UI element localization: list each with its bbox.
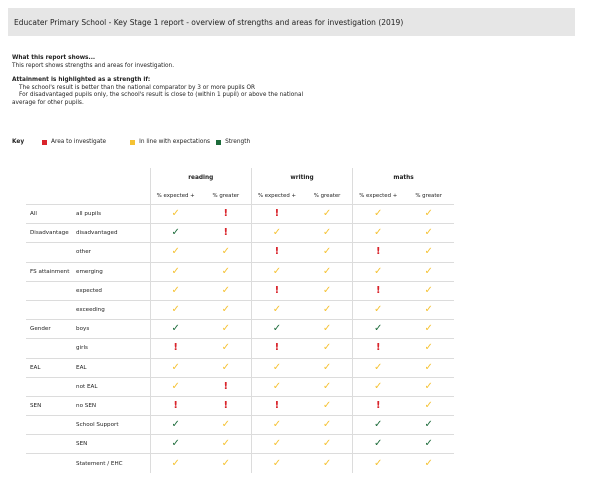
check-icon: ✓ <box>171 265 180 277</box>
check-icon: ✓ <box>171 419 180 431</box>
status-cell <box>302 205 353 224</box>
group-label <box>26 435 74 454</box>
status-cell <box>353 262 404 281</box>
status-cell <box>150 358 201 377</box>
status-cell <box>353 358 404 377</box>
exclamation-icon: ! <box>274 399 280 411</box>
table-row <box>26 205 454 224</box>
check-icon: ✓ <box>424 304 433 316</box>
check-icon: ✓ <box>322 380 332 392</box>
status-cell <box>251 435 302 454</box>
attain-line-3: average for other pupils. <box>12 99 84 106</box>
group-label <box>26 454 74 473</box>
measure-header: % expected + <box>353 188 404 205</box>
check-icon: ✓ <box>424 419 433 431</box>
status-cell <box>150 377 201 396</box>
subject-header: maths <box>353 168 454 188</box>
subgroup-label: not EAL <box>74 377 150 396</box>
exclamation-icon: ! <box>223 227 229 239</box>
table-row <box>26 320 454 339</box>
check-icon: ✓ <box>374 457 383 469</box>
group-label: SEN <box>26 396 74 415</box>
status-cell <box>251 377 302 396</box>
status-cell <box>302 454 353 473</box>
check-icon: ✓ <box>424 380 433 392</box>
check-icon: ✓ <box>221 304 230 316</box>
table-row <box>26 243 454 262</box>
exclamation-icon: ! <box>375 399 381 411</box>
check-icon: ✓ <box>221 342 230 354</box>
exclamation-icon: ! <box>223 380 229 392</box>
status-cell <box>353 205 404 224</box>
check-icon: ✓ <box>272 323 282 335</box>
check-icon: ✓ <box>272 265 282 277</box>
check-icon: ✓ <box>322 265 332 277</box>
check-icon: ✓ <box>171 380 180 392</box>
key-item-label: In line with expectations <box>139 139 211 145</box>
table-row <box>26 454 454 473</box>
status-cell <box>353 377 404 396</box>
table-body <box>26 205 454 473</box>
check-icon: ✓ <box>221 438 230 450</box>
group-label <box>26 339 74 358</box>
exclamation-icon: ! <box>375 246 381 258</box>
status-cell <box>251 454 302 473</box>
check-icon: ✓ <box>424 399 433 411</box>
status-cell <box>201 416 252 435</box>
status-cell <box>403 224 454 243</box>
what-text: This report shows strengths and areas for investigation. <box>12 62 175 69</box>
table-row <box>26 300 454 319</box>
status-cell <box>150 300 201 319</box>
check-icon: ✓ <box>272 380 282 392</box>
subgroup-label: SEN <box>74 435 150 454</box>
status-cell <box>302 396 353 415</box>
status-cell <box>251 320 302 339</box>
check-icon: ✓ <box>374 304 383 316</box>
status-cell <box>201 205 252 224</box>
check-icon: ✓ <box>272 438 282 450</box>
check-icon: ✓ <box>171 304 180 316</box>
table-row <box>26 339 454 358</box>
status-cell <box>251 262 302 281</box>
check-icon: ✓ <box>374 438 383 450</box>
subgroup-label: exceeding <box>74 300 150 319</box>
check-icon: ✓ <box>272 457 282 469</box>
status-cell <box>302 358 353 377</box>
status-cell <box>403 262 454 281</box>
key-label: Key <box>12 139 25 145</box>
key-item-red <box>42 139 106 145</box>
subgroup-label: emerging <box>74 262 150 281</box>
exclamation-icon: ! <box>375 342 381 354</box>
check-icon: ✓ <box>272 361 282 373</box>
status-cell <box>201 300 252 319</box>
status-cell <box>251 281 302 300</box>
check-icon: ✓ <box>424 246 433 258</box>
check-icon: ✓ <box>171 284 180 296</box>
status-cell <box>353 396 404 415</box>
table-row <box>26 262 454 281</box>
status-cell <box>353 435 404 454</box>
group-label <box>26 416 74 435</box>
check-icon: ✓ <box>171 246 180 258</box>
exclamation-icon: ! <box>173 342 178 354</box>
status-cell <box>150 320 201 339</box>
what-heading: What this report shows... <box>12 55 96 61</box>
check-icon: ✓ <box>322 399 332 411</box>
check-icon: ✓ <box>221 457 230 469</box>
check-icon: ✓ <box>221 419 230 431</box>
subgroup-label: girls <box>74 339 150 358</box>
check-icon: ✓ <box>221 246 230 258</box>
status-cell <box>403 454 454 473</box>
check-icon: ✓ <box>322 419 332 431</box>
group-label <box>26 281 74 300</box>
check-icon: ✓ <box>221 284 230 296</box>
group-label: EAL <box>26 358 74 377</box>
subject-header: writing <box>251 168 352 188</box>
check-icon: ✓ <box>322 304 332 316</box>
status-cell <box>403 320 454 339</box>
status-cell <box>302 416 353 435</box>
key-legend <box>12 139 250 145</box>
status-cell <box>403 396 454 415</box>
exclamation-icon: ! <box>274 284 280 296</box>
status-cell <box>251 205 302 224</box>
status-cell <box>302 224 353 243</box>
status-cell <box>251 396 302 415</box>
status-cell <box>353 281 404 300</box>
status-cell <box>251 300 302 319</box>
check-icon: ✓ <box>171 457 180 469</box>
check-icon: ✓ <box>221 361 230 373</box>
status-cell <box>150 435 201 454</box>
status-cell <box>353 300 404 319</box>
status-cell <box>403 377 454 396</box>
check-icon: ✓ <box>424 284 433 296</box>
group-label: All <box>26 205 74 224</box>
status-cell <box>201 358 252 377</box>
check-icon: ✓ <box>424 361 433 373</box>
check-icon: ✓ <box>322 227 332 239</box>
check-icon: ✓ <box>272 227 282 239</box>
subgroup-label: all pupils <box>74 205 150 224</box>
check-icon: ✓ <box>424 457 433 469</box>
status-cell <box>403 339 454 358</box>
subject-header-row <box>26 168 454 188</box>
check-icon: ✓ <box>322 438 332 450</box>
status-cell <box>150 339 201 358</box>
status-cell <box>201 281 252 300</box>
status-cell <box>201 320 252 339</box>
group-label <box>26 300 74 319</box>
report-title-bar <box>8 8 575 36</box>
status-cell <box>302 435 353 454</box>
amber-swatch <box>130 140 135 145</box>
status-cell <box>150 396 201 415</box>
key-item-green <box>216 139 250 145</box>
check-icon: ✓ <box>272 419 282 431</box>
status-cell <box>302 300 353 319</box>
table-row <box>26 281 454 300</box>
check-icon: ✓ <box>322 457 332 469</box>
check-icon: ✓ <box>322 361 332 373</box>
group-label: Disadvantage <box>26 224 74 243</box>
check-icon: ✓ <box>171 323 180 335</box>
status-cell <box>403 205 454 224</box>
check-icon: ✓ <box>322 246 332 258</box>
table-row <box>26 416 454 435</box>
group-label <box>26 243 74 262</box>
status-cell <box>353 320 404 339</box>
attain-line-2: For disadvantaged pupils only, the school's result is close to (within 1 pupil) or above the national <box>19 92 304 99</box>
check-icon: ✓ <box>424 208 433 220</box>
check-icon: ✓ <box>374 361 383 373</box>
exclamation-icon: ! <box>223 399 229 411</box>
check-icon: ✓ <box>171 208 180 220</box>
group-label: FS attainment <box>26 262 74 281</box>
measure-header-row <box>26 188 454 205</box>
attain-line-1: The school's result is better than the national comparator by 3 or more pupils OR <box>19 84 256 91</box>
status-cell <box>403 416 454 435</box>
measure-header: % greater <box>212 193 240 199</box>
status-cell <box>353 339 404 358</box>
status-cell <box>353 224 404 243</box>
group-label <box>26 377 74 396</box>
status-cell <box>403 358 454 377</box>
exclamation-icon: ! <box>274 246 280 258</box>
check-icon: ✓ <box>221 323 230 335</box>
key-item-label: Area to investigate <box>51 139 107 145</box>
status-cell <box>201 339 252 358</box>
subgroup-label: EAL <box>74 358 150 377</box>
status-cell <box>403 243 454 262</box>
status-cell <box>302 243 353 262</box>
check-icon: ✓ <box>171 361 180 373</box>
table-row <box>26 377 454 396</box>
subgroup-label: other <box>74 243 150 262</box>
table-row <box>26 435 454 454</box>
check-icon: ✓ <box>424 323 433 335</box>
status-cell <box>201 435 252 454</box>
check-icon: ✓ <box>322 342 332 354</box>
status-cell <box>150 416 201 435</box>
check-icon: ✓ <box>171 438 180 450</box>
status-cell <box>201 243 252 262</box>
subgroup-label: no SEN <box>74 396 150 415</box>
green-swatch <box>216 140 221 145</box>
check-icon: ✓ <box>221 265 230 277</box>
status-cell <box>302 262 353 281</box>
measure-header: % expected + <box>150 188 201 205</box>
status-cell <box>150 243 201 262</box>
strengths-table <box>26 168 454 473</box>
status-cell <box>251 224 302 243</box>
key-item-amber <box>130 139 210 145</box>
measure-header: % greater <box>415 193 442 199</box>
check-icon: ✓ <box>374 265 383 277</box>
status-cell <box>251 339 302 358</box>
check-icon: ✓ <box>374 208 383 220</box>
red-swatch <box>42 140 47 145</box>
status-cell <box>150 224 201 243</box>
check-icon: ✓ <box>322 284 332 296</box>
status-cell <box>353 243 404 262</box>
measure-header: % expected + <box>251 188 302 205</box>
subgroup-label: expected <box>74 281 150 300</box>
status-cell <box>201 396 252 415</box>
status-cell <box>353 454 404 473</box>
status-cell <box>201 377 252 396</box>
subject-header: reading <box>150 168 251 188</box>
status-cell <box>251 416 302 435</box>
check-icon: ✓ <box>374 227 383 239</box>
status-cell <box>201 224 252 243</box>
status-cell <box>353 416 404 435</box>
status-cell <box>251 358 302 377</box>
subgroup-label: boys <box>74 320 150 339</box>
check-icon: ✓ <box>424 265 433 277</box>
exclamation-icon: ! <box>274 208 280 220</box>
check-icon: ✓ <box>424 227 433 239</box>
status-cell <box>150 205 201 224</box>
status-cell <box>302 377 353 396</box>
status-cell <box>150 262 201 281</box>
measure-header: % greater <box>313 193 341 199</box>
check-icon: ✓ <box>272 304 282 316</box>
table-row <box>26 224 454 243</box>
subgroup-label: disadvantaged <box>74 224 150 243</box>
table-row <box>26 396 454 415</box>
subgroup-label: Statement / EHC <box>74 454 150 473</box>
status-cell <box>251 243 302 262</box>
check-icon: ✓ <box>374 323 383 335</box>
status-cell <box>201 454 252 473</box>
check-icon: ✓ <box>424 342 433 354</box>
status-cell <box>403 435 454 454</box>
exclamation-icon: ! <box>223 208 229 220</box>
status-cell <box>302 339 353 358</box>
exclamation-icon: ! <box>375 284 381 296</box>
status-cell <box>201 262 252 281</box>
check-icon: ✓ <box>424 438 433 450</box>
subgroup-label: School Support <box>74 416 150 435</box>
status-cell <box>302 320 353 339</box>
check-icon: ✓ <box>374 419 383 431</box>
check-icon: ✓ <box>171 227 180 239</box>
check-icon: ✓ <box>374 380 383 392</box>
status-cell <box>403 281 454 300</box>
key-item-label: Strength <box>225 139 251 145</box>
intro-section <box>12 55 432 108</box>
check-icon: ✓ <box>322 208 332 220</box>
status-cell <box>150 281 201 300</box>
status-cell <box>150 454 201 473</box>
exclamation-icon: ! <box>274 342 280 354</box>
report-title: Educater Primary School - Key Stage 1 report - overview of strengths and areas for investigation (2019) <box>14 17 404 27</box>
check-icon: ✓ <box>322 323 332 335</box>
exclamation-icon: ! <box>173 399 178 411</box>
group-label: Gender <box>26 320 74 339</box>
table-row <box>26 358 454 377</box>
status-cell <box>403 300 454 319</box>
attain-heading: Attainment is highlighted as a strength if: <box>12 77 151 84</box>
status-cell <box>302 281 353 300</box>
